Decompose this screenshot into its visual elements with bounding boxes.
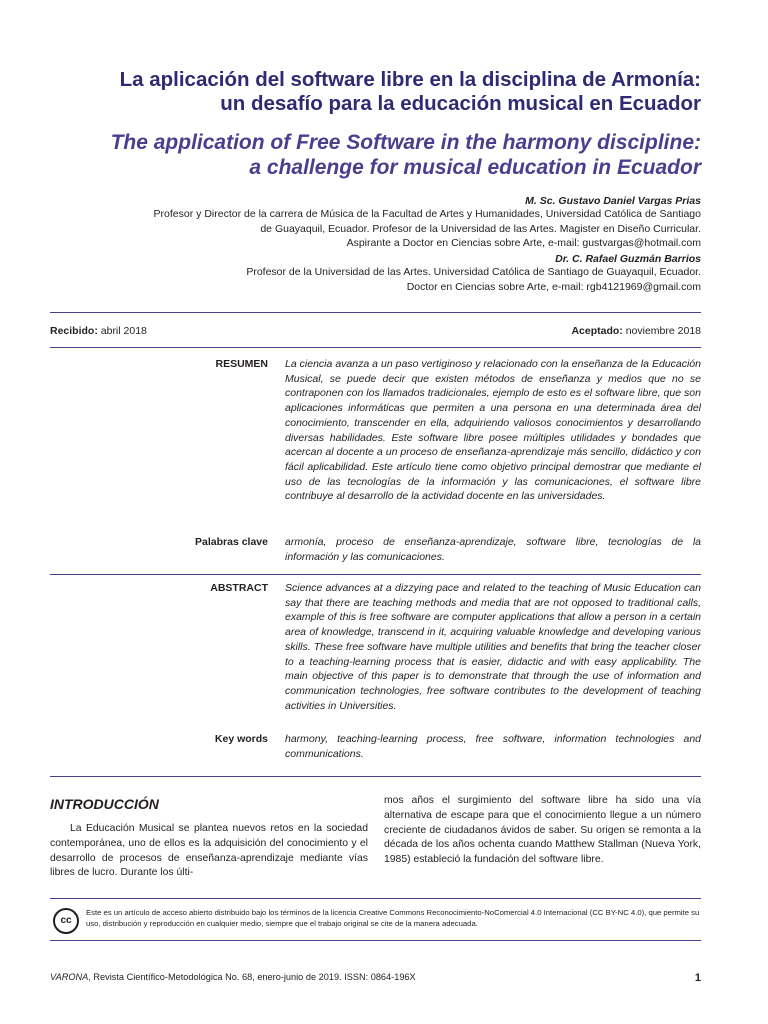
license-text: Este es un artículo de acceso abierto distribuido bajo los términos de la licencia Creative Commons Reconocimiento-NoComercial 4.0 Internacional (CC BY-NC 4.0), que permite su uso, distribución y reproducción en cualquier medio, siempre que el trabajo original se cite de la manera adecuada. (86, 908, 700, 928)
divider-top (50, 312, 701, 313)
author-2-name: Dr. C. Rafael Guzmán Barrios (555, 253, 701, 265)
received-label: Recibido: (50, 325, 98, 337)
palabras-clave-text: armonía, proceso de enseñanza-aprendizaje, software libre, tecnologías de la información y las comunicaciones. (285, 536, 701, 563)
abstract-label: ABSTRACT (210, 582, 268, 594)
author-2-affil-line-1: Profesor de la Universidad de las Artes. Universidad Católica de Santiago de Guayaquil, Ecuador. (246, 266, 701, 278)
divider-middle (50, 574, 701, 575)
introduction-column-1: La Educación Musical se plantea nuevos retos en la sociedad contemporánea, uno de ellos es la adquisición del conocimiento y el desarrollo de procesos de enseñanza-aprendizaje mediante vías libres de lucro. Durante los últi- (50, 823, 368, 879)
dates-row (50, 325, 701, 337)
title-spanish-line-2: un desafío para la educación musical en Ecuador (220, 92, 701, 115)
abstract-text: Science advances at a dizzying pace and related to the teaching of Music Education can say that there are teaching methods and media that are not opposed to traditional calls, example of this is free software are computer applications that allow a person in a certain area of knowledge, transcend in it, acquiring valuable knowledge and developing various skills. These free software have multiple utilities and benefits that bring the teacher closer to a teaching-learning process that is easier, didactic and with easy applicability. The main objective of this paper is to demonstrate that through the use of information and communication technologies, free software contributes to the development of teaching activities in Universities. (285, 582, 701, 712)
accepted-date (571, 325, 701, 337)
accepted-value: noviembre 2018 (622, 325, 701, 337)
author-2-affiliation (50, 265, 701, 294)
introduction-heading: INTRODUCCIÓN (50, 796, 159, 812)
palabras-clave-label: Palabras clave (195, 536, 268, 548)
title-spanish-line-1: La aplicación del software libre en la disciplina de Armonía: (119, 68, 701, 91)
key-words-label: Key words (214, 733, 268, 745)
divider-dates (50, 347, 701, 348)
introduction-column-2: mos años el surgimiento del software libre ha sido una vía alternativa de escape para que el conocimiento llegue a un número creciente de ciudadanos ávidos de saber. Su origen se remonta a la década de los años ochenta cuando Matthew Stallman (Nueva York, 1985) estableció la fundación del software libre. (384, 795, 701, 866)
page-number: 1 (694, 972, 701, 984)
resumen-label: RESUMEN (215, 358, 268, 370)
title-spanish (50, 68, 701, 116)
author-1-affiliation (50, 207, 701, 251)
divider-license-top (50, 898, 701, 899)
footer-journal-name: VARONA (50, 972, 89, 982)
title-english (50, 130, 701, 180)
author-1-affil-line-3: Aspirante a Doctor en Ciencias sobre Arte, e-mail: gustvargas@hotmail.com (346, 237, 701, 249)
title-english-line-1: The application of Free Software in the harmony discipline: (110, 131, 701, 154)
received-date (50, 325, 147, 337)
title-english-line-2: a challenge for musical education in Ecuador (249, 156, 701, 179)
received-value: abril 2018 (97, 325, 147, 337)
footer-citation-rest: , Revista Científico-Metodológica No. 68, enero-junio de 2019. ISSN: 0864-196X (88, 972, 416, 982)
divider-bottom (50, 776, 701, 777)
author-2-affil-line-2: Doctor en Ciencias sobre Arte, e-mail: rgb4121969@gmail.com (406, 280, 701, 293)
divider-license-bottom (50, 940, 701, 941)
author-1-affil-line-1: Profesor y Director de la carrera de Música de la Facultad de Artes y Humanidades, Universidad Católica de Santiago (153, 208, 701, 220)
author-1-affil-line-2: de Guayaquil, Ecuador. Profesor de la Universidad de las Artes. Magister en Diseño Curricular. (260, 222, 701, 235)
resumen-text: La ciencia avanza a un paso vertiginoso y relacionado con la enseñanza de la Educación Musical, se puede decir que existen métodos de enseñanza y medios que no se contraponen con los llamados tradicionales, ejemplo de esto es el software libre, que son aplicaciones informáticas que permiten a una persona en una determinada área del conocimiento, transcender en ella, adquiriendo valiosos conocimientos y desarrollando diversas habilidades. Este software libre posee múltiples utilidades y bondades que acercan al docente a un proceso de enseñanza-aprendizaje más sencillo, didáctico y con fácil aplicabilidad. Este artículo tiene como objetivo principal demostrar que mediante el uso de las tecnologías de la información y las comunicaciones, el software libre contribuye al desarrollo de la actividad docente en las universidades. (285, 358, 701, 503)
author-1-name: M. Sc. Gustavo Daniel Vargas Prias (525, 195, 701, 207)
cc-icon: cc (53, 908, 79, 934)
key-words-text: harmony, teaching-learning process, free software, information technologies and communications. (285, 733, 701, 760)
footer-citation (50, 972, 416, 982)
accepted-label: Aceptado: (571, 325, 623, 337)
